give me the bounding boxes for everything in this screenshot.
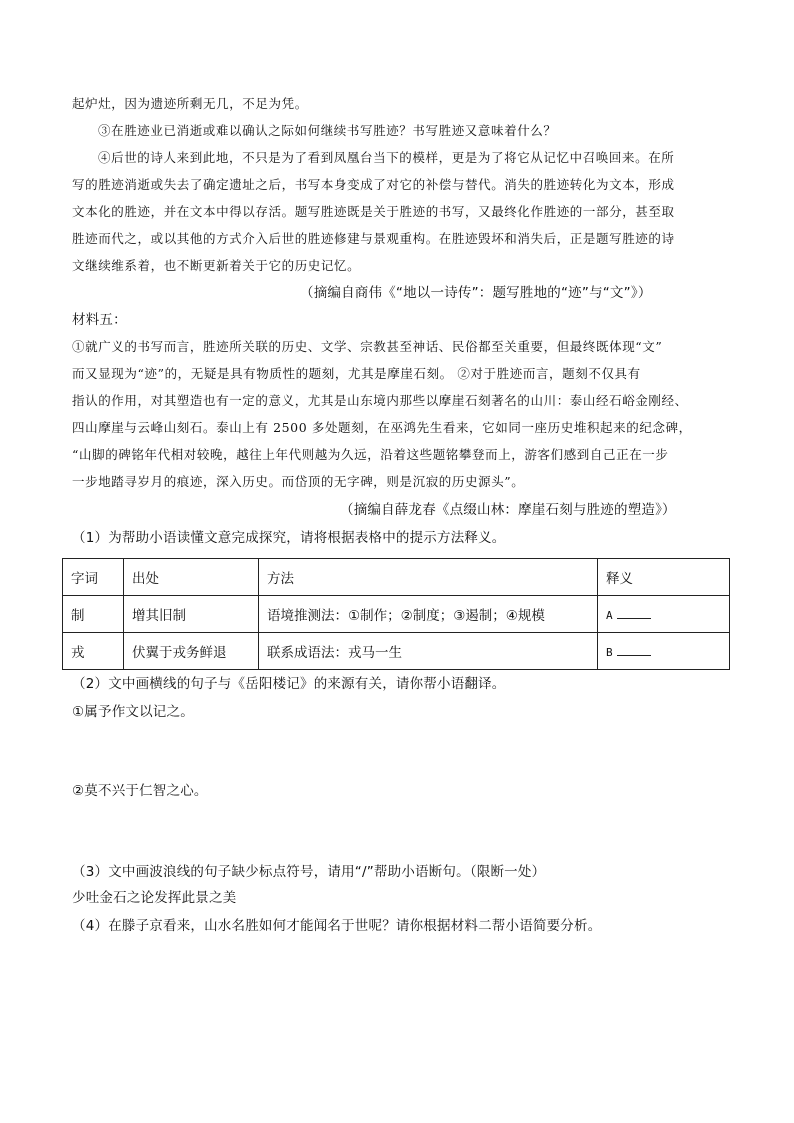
table-header-cell: 出处	[124, 559, 259, 596]
table-cell-method: 语境推测法：①制作；②制度；③遏制；④规模	[259, 596, 598, 633]
vocabulary-table	[62, 558, 730, 670]
paragraph-4-line: 文继续维系着，也不断更新着关于它的历史记忆。	[72, 258, 361, 273]
table-cell-source: 伏翼于戎务鲜退	[124, 633, 259, 670]
material-5-line: ①就广义的书写而言，胜迹所关联的历史、文学、宗教甚至神话、民俗都至关重要，但最终既体现“文”	[72, 339, 663, 354]
passage-line-1: 起炉灶，因为遗迹所剩无几，不足为凭。	[72, 96, 308, 111]
material-5-line: 一步地踏寻岁月的痕迹，深入历史。而岱顶的无字碑，则是沉寂的历史源头”。	[72, 474, 525, 489]
table-row	[63, 633, 730, 670]
paragraph-4-line: 胜迹而代之，或以其他的方式介入后世的胜迹修建与景观重构。在胜迹毁坏和消失后，正是题写胜迹的诗	[72, 231, 675, 246]
table-header-cell: 方法	[259, 559, 598, 596]
material-5-heading: 材料五：	[72, 312, 127, 328]
table-cell-answer	[598, 633, 730, 670]
answer-label-a: A	[606, 608, 613, 622]
material-5-line: 四山摩崖与云峰山刻石。泰山上有 2500 多处题刻，在巫鸿先生看来，它如同一座历史堆积起来的纪念碑，	[72, 420, 692, 435]
question-1: （1）为帮助小语读懂文意完成探究，请将根据表格中的提示方法释义。	[72, 530, 506, 546]
source-citation-4: （摘编自商伟《“地以一诗传”：题写胜地的“迹”与“文”》）	[300, 285, 652, 301]
passage-line-2: ③在胜迹业已消逝或难以确认之际如何继续书写胜迹？书写胜迹又意味着什么？	[98, 123, 557, 138]
answer-blank-a[interactable]	[617, 606, 651, 619]
table-cell-method: 联系成语法：戎马一生	[259, 633, 598, 670]
question-4: （4）在滕子京看来，山水名胜如何才能闻名于世呢？请你根据材料二帮小语简要分析。	[72, 918, 602, 934]
paragraph-4-line: 写的胜迹消逝或失去了确定遗址之后，书写本身变成了对它的补偿与替代。消失的胜迹转化为文本，形成	[72, 177, 675, 192]
material-5-line: 而又显现为“迹”的，无疑是具有物质性的题刻，尤其是摩崖石刻。 ②对于胜迹而言，题刻不仅具有	[72, 366, 641, 381]
answer-blank-b[interactable]	[617, 643, 651, 656]
question-3-sentence: 少吐金石之论发挥此景之美	[72, 890, 237, 906]
question-3: （3）文中画波浪线的句子缺少标点符号，请用“/”帮助小语断句。（限断一处）	[72, 864, 546, 880]
answer-label-b: B	[606, 645, 613, 659]
question-2: （2）文中画横线的句子与《岳阳楼记》的来源有关，请你帮小语翻译。	[72, 676, 506, 692]
table-header-cell: 释义	[598, 559, 730, 596]
paragraph-4-line: ④后世的诗人来到此地，不只是为了看到凤凰台当下的模样，更是为了将它从记忆中召唤回来。在所	[98, 150, 675, 165]
material-5-line: 指认的作用，对其塑造也有一定的意义，尤其是山东境内那些以摩崖石刻著名的山川：泰山经石峪金刚经、	[72, 393, 688, 408]
table-cell-word: 制	[63, 596, 124, 633]
question-2-sentence-2: ②莫不兴于仁智之心。	[72, 783, 208, 799]
table-row	[63, 596, 730, 633]
table-cell-word: 戎	[63, 633, 124, 670]
paragraph-4-line: 文本化的胜迹，并在文本中得以存活。题写胜迹既是关于胜迹的书写，又最终化作胜迹的一部分，甚至取	[72, 204, 675, 219]
question-2-sentence-1: ①属予作文以记之。	[72, 704, 194, 720]
table-cell-answer	[598, 596, 730, 633]
source-citation-5: （摘编自薛龙春《点缀山林：摩崖石刻与胜迹的塑造》）	[340, 502, 676, 518]
table-header-row	[63, 559, 730, 596]
table-cell-source: 增其旧制	[124, 596, 259, 633]
table-header-cell: 字词	[63, 559, 124, 596]
material-5-line: “山脚的碑铭年代相对较晚，越往上年代则越为久远，沿着这些题铭攀登而上，游客们感到自己正在一步	[72, 447, 669, 462]
